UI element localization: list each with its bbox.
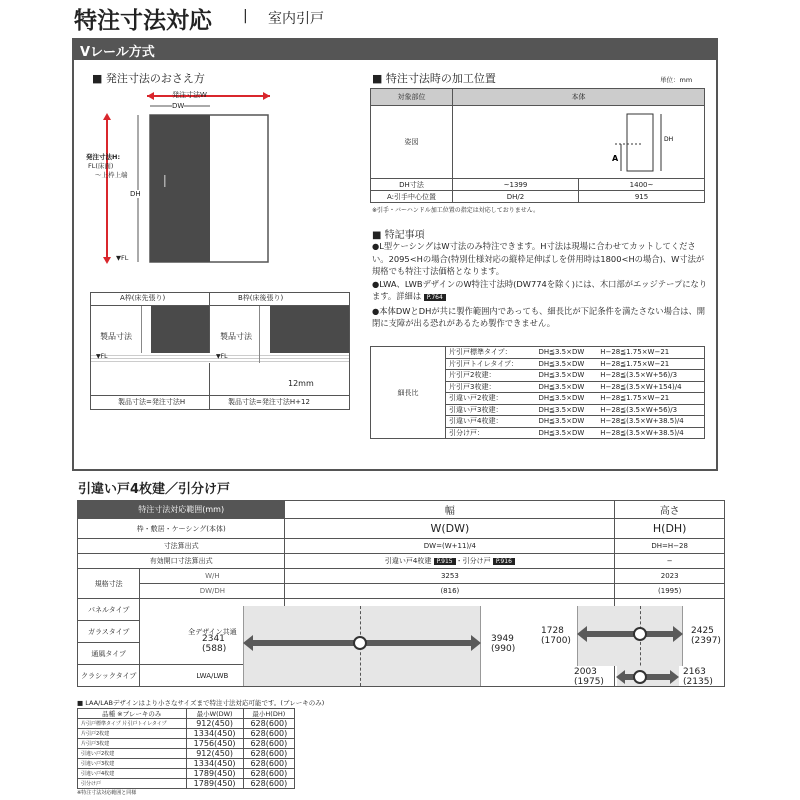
w-dw: W(DW): [285, 519, 615, 539]
page-title: 特注寸法対応: [74, 8, 212, 34]
note-item: ●L型ケーシングはW寸法のみ特注できます。H寸法は現場に合わせてカットしてください。2095<Hの場合(特別仕様対応の縦枠足伸ばしを併用時は1800<Hの場合)、W寸法が規格でも特注寸法価格となります。: [372, 241, 705, 276]
ratio-cell: DH≦3.5×DW: [535, 358, 597, 370]
ratio-cell: 片引戸トイレタイプ：: [446, 358, 536, 370]
opening-h: −: [615, 554, 725, 569]
classic-arrowheads: [616, 670, 680, 684]
small-cell: 1334(450): [186, 729, 243, 739]
small-cell: 片引戸3枚建: [78, 739, 187, 749]
a-formula: 製品寸法=発注寸法H: [118, 398, 186, 406]
opening-4door: 引違い戸4枚建: [384, 557, 432, 565]
ratio-cell: DH≦3.5×DW: [535, 381, 597, 393]
page-ref-badge[interactable]: P.916: [493, 558, 515, 565]
small-cell: 1756(450): [186, 739, 243, 749]
std-dw: (816): [285, 584, 615, 599]
b-formula: 製品寸法=発注寸法H+12: [228, 398, 310, 406]
ratio-cell: 引違い戸4枚建：: [446, 416, 536, 428]
ratio-cell: 引分け戸：: [446, 427, 536, 439]
section-bar: [72, 38, 718, 60]
width-max: 3949 (990): [491, 634, 516, 654]
notes-list: [372, 240, 710, 330]
small-cell: 引分け戸: [78, 779, 187, 789]
small-cell: 628(600): [243, 719, 294, 729]
small-cell: 片引戸2枚建: [78, 729, 187, 739]
ratio-table: [370, 346, 705, 439]
small-cell: 628(600): [243, 729, 294, 739]
wh-label: W/H: [140, 569, 285, 584]
opening-label: 有効開口寸法算出式: [78, 554, 285, 569]
handle-center-label: A:引手中心位置: [371, 191, 453, 203]
small-cell: 引違い戸2枚建: [78, 749, 187, 759]
ratio-cell: H−28≦(3.5×W+154)/4: [597, 381, 704, 393]
range-title: 引違い戸4枚建／引分け戸: [78, 482, 231, 497]
lwa-lwb: LWA/LWB: [140, 665, 285, 687]
std-h: 2023: [615, 569, 725, 584]
ratio-cell: H−28≦1.75×W−21: [597, 347, 704, 359]
dh-large: 1400~: [579, 179, 705, 191]
ratio-cell: DH≦3.5×DW: [535, 347, 597, 359]
std-label: 規格寸法: [78, 569, 140, 599]
small-cell: 628(600): [243, 759, 294, 769]
small-note: ※特注寸法対応範囲と同様: [77, 790, 137, 796]
a-frame-title: A枠(床先張り): [120, 294, 166, 302]
height-std-marker: [633, 627, 647, 641]
small-cell: 628(600): [243, 769, 294, 779]
note-item: ●本体DWとDHが共に製作範囲内であっても、細長比が下記条件を満たさない場合は、開閉に支障が出る恐れがあるため製作できません。: [372, 305, 706, 328]
ratio-cell: H−28≦(3.5×W+38.5)/4: [597, 427, 704, 439]
dh-size-label: DH寸法: [371, 179, 453, 191]
door-position-figure: [613, 111, 693, 173]
small-cell: 引違い戸4枚建: [78, 769, 187, 779]
col-target: 対象部位: [371, 89, 453, 106]
notes-heading: ■ 特記事項: [372, 230, 425, 241]
height-arrowheads: [577, 626, 685, 642]
range-head: 特注寸法対応範囲(mm): [78, 501, 285, 519]
ratio-cell: H−28≦(3.5×W+56)/3: [597, 370, 704, 382]
type-glass: ガラスタイプ: [78, 621, 140, 643]
classic-std-marker: [633, 670, 647, 684]
small-col-header: 品種 ※ブレーキのみ: [78, 709, 187, 719]
std-w: 3253: [285, 569, 615, 584]
ratio-cell: DH≦3.5×DW: [535, 393, 597, 405]
small-cell: 1334(450): [186, 759, 243, 769]
type-classic: クラシックタイプ: [78, 665, 140, 687]
small-cell: 628(600): [243, 739, 294, 749]
h-dh: H(DH): [615, 519, 725, 539]
ratio-label: 細長比: [371, 347, 446, 439]
small-row: [78, 719, 295, 729]
small-col-header: 最小W(DW): [186, 709, 243, 719]
svg-text:A: A: [612, 154, 619, 163]
position-note: ※引手・バーハンドル加工位置の指定は対応しておりません。: [372, 207, 540, 214]
ratio-cell: 引違い戸3枚建：: [446, 404, 536, 416]
small-row: [78, 769, 295, 779]
a-small: DH/2: [453, 191, 579, 203]
height-max: 2425 (2397): [691, 626, 721, 646]
ratio-cell: 引違い戸2枚建：: [446, 393, 536, 405]
b-door: [270, 306, 349, 353]
col-body: 本体: [453, 89, 705, 106]
frame-label: 枠・敷居・ケーシング(本体): [78, 519, 285, 539]
fl-label: ▼FL: [116, 254, 129, 262]
small-row: [78, 759, 295, 769]
ratio-cell: 片引戸標準タイプ：: [446, 347, 536, 359]
a-fl: ▼FL: [96, 353, 108, 360]
classic-max: 2163 (2135): [683, 667, 713, 687]
b-fl: ▼FL: [216, 353, 228, 360]
order-h-label: 発注寸法H:: [86, 153, 121, 161]
ratio-cell: H−28≦1.75×W−21: [597, 393, 704, 405]
small-cell: 片引戸標準タイプ 片引戸トイレタイプ: [78, 719, 187, 729]
title-separator: |: [243, 8, 248, 24]
dwdh-label: DW/DH: [140, 584, 285, 599]
small-heading: ■ LAA/LABデザインはより小さなサイズまで特注寸法対応可能です。(ブレーキのみ): [77, 699, 325, 707]
dh-small: ~1399: [453, 179, 579, 191]
ratio-row: [371, 347, 705, 359]
ratio-cell: DH≦3.5×DW: [535, 416, 597, 428]
order-w-label: 発注寸法W: [172, 91, 207, 99]
svg-text:DH: DH: [664, 136, 674, 143]
ratio-cell: H−28≦(3.5×W+38.5)/4: [597, 416, 704, 428]
dh-label: DH: [130, 190, 141, 198]
position-table: [370, 88, 705, 203]
ratio-cell: 片引戸3枚建：: [446, 381, 536, 393]
small-cell: 1789(450): [186, 779, 243, 789]
width-std-marker: [353, 636, 367, 650]
small-row: [78, 729, 295, 739]
section-title: Vレール方式: [80, 45, 155, 60]
dw-label: DW: [172, 102, 185, 110]
order-h-top: 〜上枠上端: [95, 171, 128, 179]
all-design: 全デザイン共通: [140, 599, 285, 665]
type-panel: パネルタイプ: [78, 599, 140, 621]
ratio-cell: H−28≦1.75×W−21: [597, 358, 704, 370]
door-panel: [150, 115, 210, 262]
small-cell: 628(600): [243, 749, 294, 759]
gap-label: 12mm: [288, 379, 314, 388]
a-large: 915: [579, 191, 705, 203]
formula-label: 寸法算出式: [78, 539, 285, 554]
a-product-size: 製品寸法: [100, 332, 132, 341]
ratio-cell: DH≦3.5×DW: [535, 370, 597, 382]
frame-comparison: [90, 292, 350, 410]
dh-formula: DH=H−28: [615, 539, 725, 554]
page-ref-badge[interactable]: P.764: [424, 294, 446, 301]
ratio-cell: 片引戸2枚建：: [446, 370, 536, 382]
page-subtitle: 室内引戸: [268, 11, 324, 27]
fig-label: 姿図: [371, 106, 453, 179]
order-h-fl: FL(床面): [88, 162, 114, 170]
page-ref-badge[interactable]: P.915: [434, 558, 456, 565]
dw-formula: DW=(W+11)/4: [285, 539, 615, 554]
b-product-size: 製品寸法: [220, 332, 252, 341]
small-row: [78, 749, 295, 759]
ratio-cell: H−28≦(3.5×W+56)/3: [597, 404, 704, 416]
width-header: 幅: [285, 501, 615, 519]
small-cell: 628(600): [243, 779, 294, 789]
small-row: [78, 739, 295, 749]
min-size-table: [77, 708, 295, 789]
small-cell: 912(450): [186, 749, 243, 759]
right-heading: ■ 特注寸法時の加工位置: [372, 72, 496, 85]
a-door: [151, 306, 209, 353]
type-vent: 通風タイプ: [78, 643, 140, 665]
small-cell: 引違い戸3枚建: [78, 759, 187, 769]
height-min: 1728 (1700): [541, 626, 571, 646]
small-cell: 912(450): [186, 719, 243, 729]
small-row: [78, 779, 295, 789]
ratio-cell: DH≦3.5×DW: [535, 427, 597, 439]
note-item: ●LWA、LWBデザインのW特注寸法時(DW774を除く)には、木口部がエッジテープになります。詳細は: [372, 278, 708, 301]
std-dh: (1995): [615, 584, 725, 599]
classic-min: 2003 (1975): [574, 667, 604, 687]
left-heading: ■ 発注寸法のおさえ方: [92, 72, 205, 85]
b-frame-title: B枠(床後張り): [238, 294, 284, 302]
ratio-cell: DH≦3.5×DW: [535, 404, 597, 416]
small-col-header: 最小H(DH): [243, 709, 294, 719]
small-cell: 1789(450): [186, 769, 243, 779]
opening-split: ・引分け戸: [455, 557, 491, 565]
unit-label: 単位：mm: [660, 76, 693, 84]
height-header: 高さ: [615, 501, 725, 519]
width-min: 2341 (588): [202, 634, 227, 654]
